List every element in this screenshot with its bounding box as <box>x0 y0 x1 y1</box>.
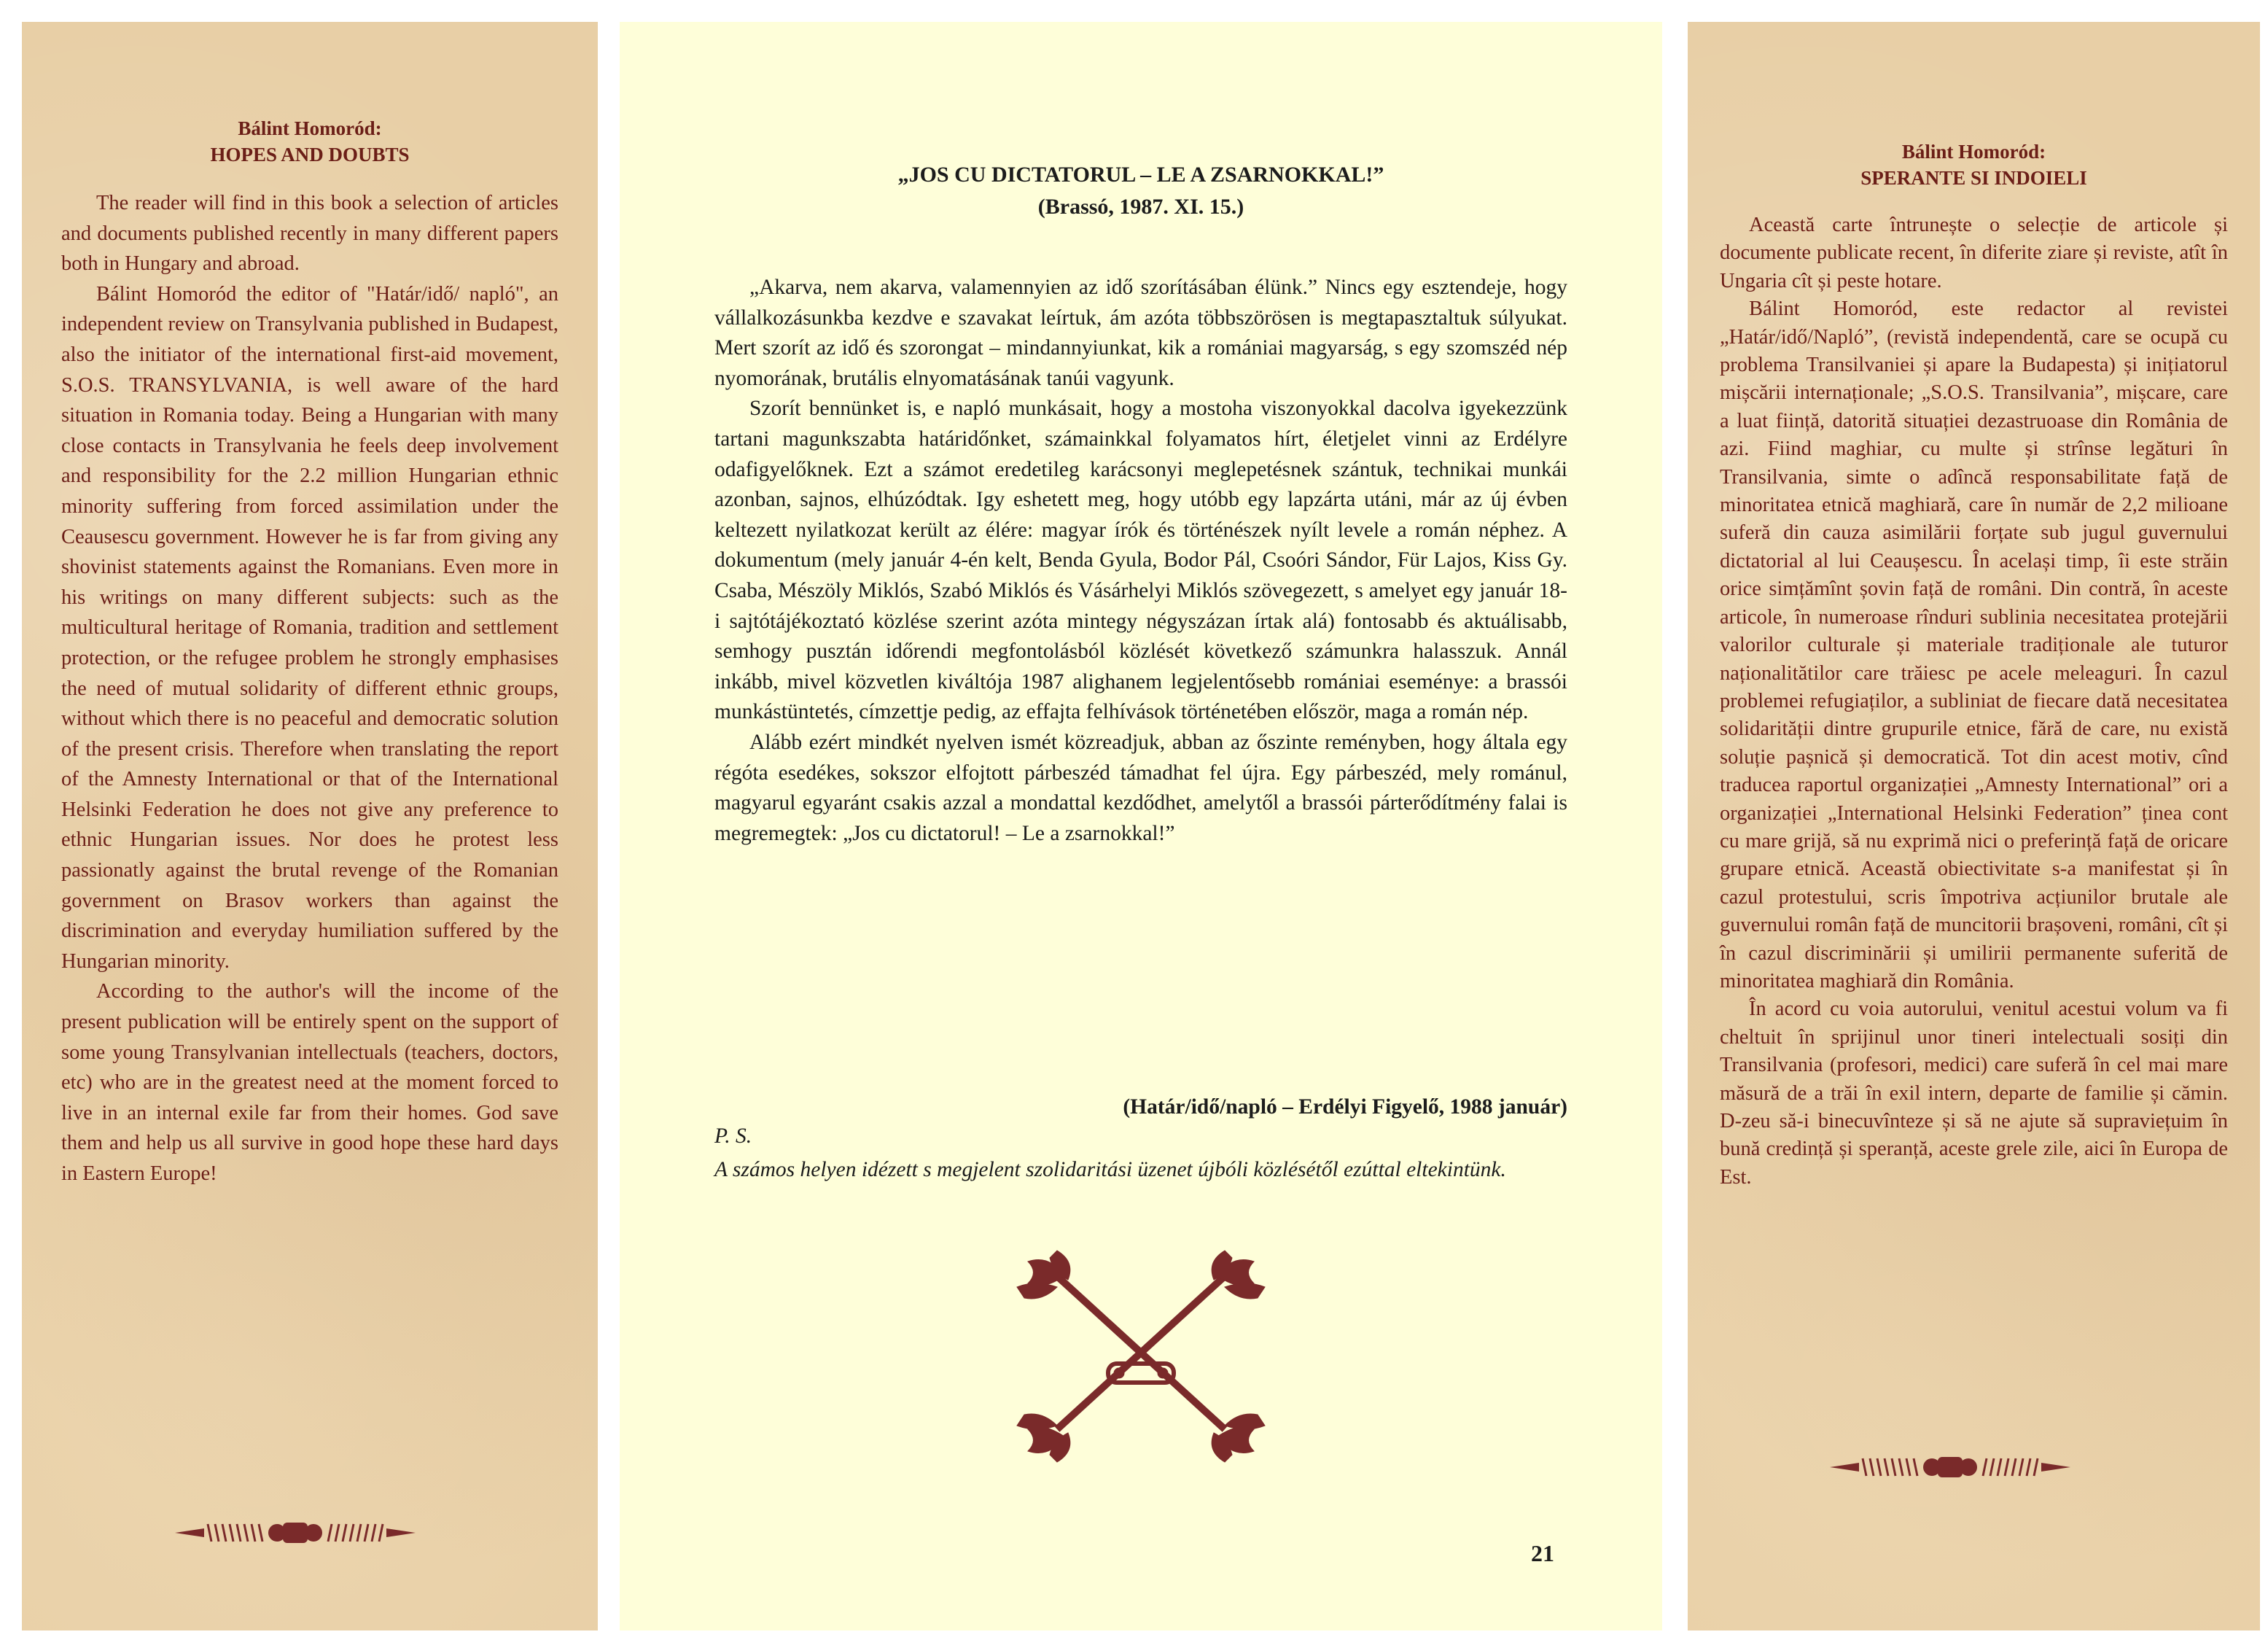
right-body <box>1720 211 2228 1192</box>
ornament-icon <box>175 1517 416 1549</box>
article-paragraph: Alább ezért mindkét nyelven ismét közreadjuk, abban az őszinte reményben, hogy általa egy régóta esedékes, sokszor elfojtott párbeszéd támadhat fel újra. Egy párbeszéd, mely románul, magyarul egyaránt csakis azzal a mondattal kezdődhet, amelytől a brassói párterődítmény falai is megremegtek: „Jos cu dictatorul! – Le a zsarnokkal!” <box>714 730 1567 845</box>
article-title: „JOS CU DICTATORUL – LE A ZSARNOKKAL!” <box>897 163 1384 187</box>
right-paragraph: Această carte întrunește o selecție de articole și documente publicate recent, în diferite ziare și reviste, atît în Ungaria cît și peste hotare. <box>1720 214 2228 292</box>
right-title: SPERANTE SI INDOIELI <box>1860 167 2087 189</box>
left-panel-english <box>22 22 598 1630</box>
ps-text: A számos helyen idézett s megjelent szolidaritási üzenet újbóli közlésétől ezúttal eltekintünk. <box>714 1158 1506 1181</box>
left-paragraph: Bálint Homoród the editor of "Határ/idő/ napló", an independent review on Transylvania published in Budapest, also the initiator of the international first-aid movement, S.O.S. TRANSYLVANIA, is well aware of the hard situation in Romania today. Being a Hungarian with many close contacts in Transylvania he feels deep involvement and responsibility for the 2.2 million Hungarian ethnic minority suffering from forced assimilation under the Ceausescu government. However he is far from giving any shovinist statements against the Romanians. Even more in his writings on many different subjects: such as the multicultural heritage of Romania, tradition and settlement protection, or the refugee problem he strongly emphasises the need of mutual solidarity of different ethnic groups, without which there is no peaceful and democratic solution of the present crisis. Therefore when translating the report of the Amnesty International or that of the International Helsinki Federation he does not give any preference to ethnic Hungarian issues. Nor does he protest less passionatly against the brutal revenge of the Romanian government on Brasov workers than against the discrimination and everyday humiliation suffered by the Hungarian minority. <box>61 282 558 973</box>
page-number: 21 <box>1531 1540 1554 1566</box>
left-body <box>61 188 558 1189</box>
left-paragraph: According to the author's will the income of the present publication will be entirely spent on the support of some young Transylvanian intellectuals (teachers, doctors, etc) who are in the greatest need at the moment forced to live in an internal exile far from their homes. God save them and help us all survive in good hope these hard days in Eastern Europe! <box>61 980 558 1185</box>
article-paragraph: „Akarva, nem akarva, valamennyien az idő szorításában élünk.” Nincs egy esztendeje, hogy vállalkozásunkba kezdve e szavakat leírtuk, ám azóta többszörösen is megtapasztaltuk súlyukat. Mert szorít az idő és szorongat – mindannyiunkat, kik a romániai magyarság, s egy szomszéd nép nyomorának, brutális elnyomatásának tanúi vagyunk. <box>714 276 1567 390</box>
right-paragraph: În acord cu voia autorului, venitul acestui volum va fi cheltuit în sprijinul unor tineri intelectuali sosiți din Transilvania (profesori, medici) care suferă în cel mai mare măsură de a trăi în exil intern, departe de familie și cămin. D-zeu să-i binecuvînteze și să ne ajute să supraviețuim în bună credință și speranță, aceste grele zile, aici în Europa de Est. <box>1720 998 2228 1189</box>
article-body <box>714 273 1567 849</box>
article-subtitle: (Brassó, 1987. XI. 15.) <box>1037 195 1244 219</box>
right-paragraph: Bálint Homoród, este redactor al revistei „Határ/idő/Napló”, (revistă independentă, care se ocupă cu problema Transilvaniei și apare la Budapesta) și inițiatorul mișcării internaționale; „S.O.S. Transilvania”, mișcare, care a luat ființă, datorită situației dezastruoase din România de azi. Fiind maghiar, cu multe și strînse legături în Transilvania, simte o adîncă responsabilitate față de minoritatea etnică maghiară, care în număr de 2,2 milioane suferă din cauza asimilării forțate sub jugul guvernului dictatorial al lui Ceaușescu. În același timp, îi este străin orice simțămînt șovin față de români. Din contră, în aceste articole, în numeroase rînduri sublinia necesitatea protejării valorilor culturale și materiale tradiționale ale tuturor naționalitătilor care trăiesc pe acele meleaguri. În cazul problemei refugiaților, a subliniat de fiecare dată necesitatea solidarității dintre grupurile etnice, fără de care, nu există soluție pașnică și democratică. Tot din acest motiv, cînd traducea raportul organizației „Amnesty International” ori a organizației „International Helsinki Federation” ținea cont cu mare grijă, să nu exprimă nici o preferință față de oricare grupare etnică. Această obiectivitate s-a manifestat și în cazul protestului, scris împotriva acțiunilor brutale ale guvernului român față de muncitorii brașoveni, români, cît și în cazul discriminării și umilirii permanente suferită de minoritatea maghiară din România. <box>1720 298 2228 992</box>
article-paragraph: Szorít bennünket is, e napló munkásait, hogy a mostoha viszonyokkal dacolva igyekezzünk tartani magunkszabta határidőnket, számainkkal folyamatos hírt, életjelet vinni az Erdélyre odafigyelőknek. Ezt a számot eredetileg karácsonyi meglepetésnek szántuk, technikai munkái azonban, sajnos, elhúzódtak. Igy eshetett meg, hogy utóbb egy lapzárta utáni, már az új évben keltezett nyilatkozat került az élére: magyar írók és történészek nyílt levele a román néphez. A dokumentum (mely január 4-én kelt, Benda Gyula, Bodor Pál, Csoóri Sándor, Für Lajos, Kiss Gy. Csaba, Mészöly Miklós, Szabó Miklós és Vásárhelyi Miklós szövegezett, s amelyet egy január 18-i sajtótájékoztató közlése szerint azóta mintegy négyszázan írtak alá) fontosabb és aktuálisabb, semhogy pusztán időrendi megfontolásból közlését következő számunkra halasszuk. Annál inkább, mivel közvetlen kiváltója 1987 alighanem legjelentősebb romániai eseménye: a brassói munkástüntetés, címzettje pedig, az effajta felhívások történetében először, maga a román nép. <box>714 397 1567 724</box>
ps-label: P. S. <box>714 1124 752 1148</box>
left-author: Bálint Homoród: <box>238 117 382 139</box>
left-title: HOPES AND DOUBTS <box>210 144 410 166</box>
right-author: Bálint Homoród: <box>1901 141 2046 163</box>
right-panel-romanian <box>1688 22 2260 1630</box>
article-source: (Határ/idő/napló – Erdélyi Figyelő, 1988 január) <box>1123 1095 1567 1119</box>
ornament-icon <box>1830 1451 2070 1483</box>
crossed-fleur-de-lis-emblem-icon <box>1013 1247 1269 1466</box>
left-paragraph: The reader will find in this book a selection of articles and documents published recently in many different papers both in Hungary and abroad. <box>61 192 558 276</box>
center-page-hungarian <box>620 22 1662 1630</box>
